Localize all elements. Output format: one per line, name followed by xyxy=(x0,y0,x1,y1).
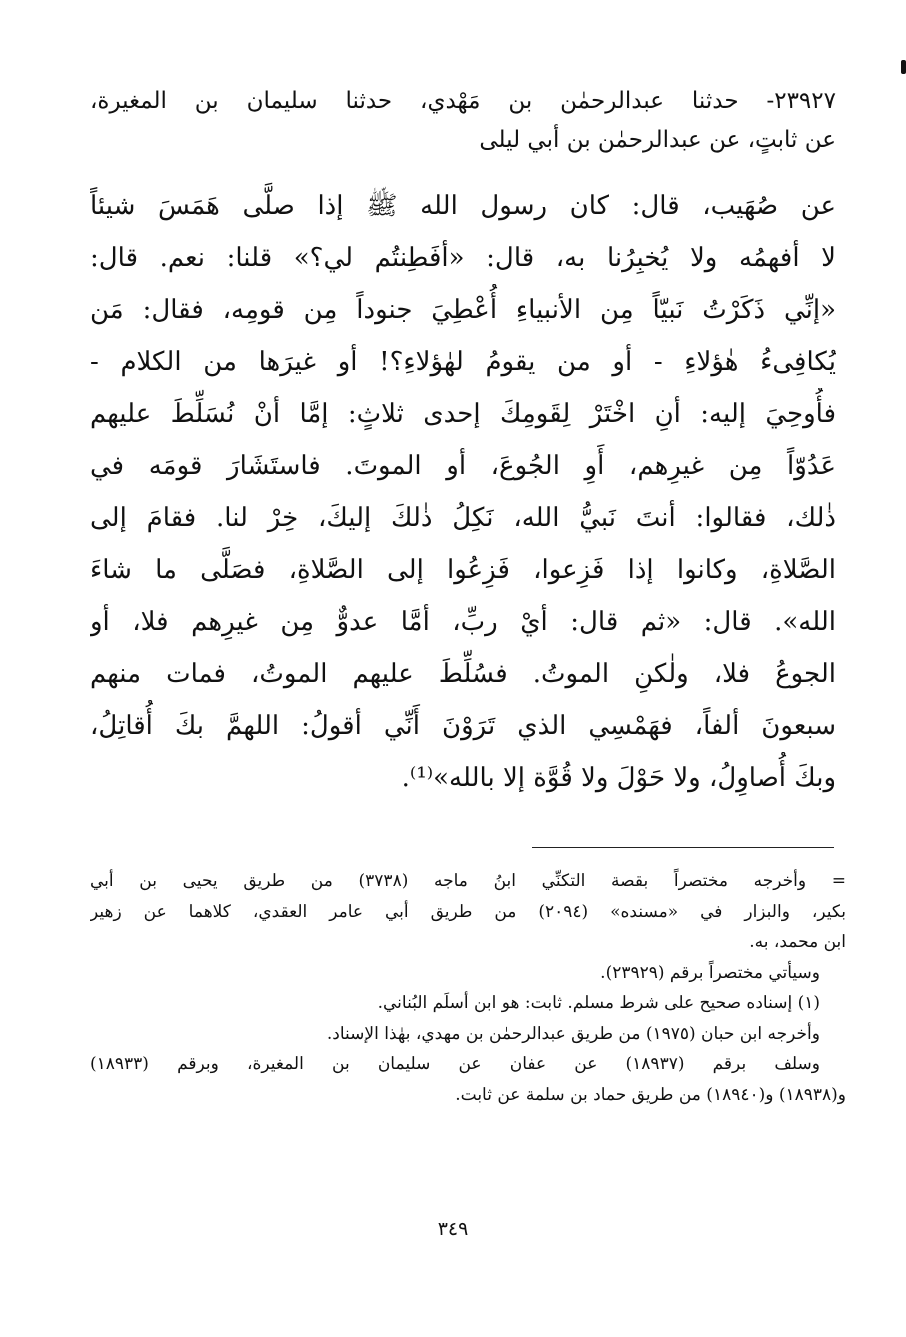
hadith-chain-line: عن ثابتٍ، عن عبدالرحمٰن بن أبي ليلى xyxy=(479,127,836,153)
margin-mark xyxy=(901,60,906,74)
page-number: ٣٤٩ xyxy=(437,1218,469,1240)
hadith-chain xyxy=(90,82,836,160)
hadith-text-line: يُكافِىءُ هٰؤلاءِ - أو من يقومُ لهٰؤلاءِ؟! أو غيرَها من الكلام - xyxy=(90,347,836,377)
hadith-chain-line: ٢٣٩٢٧- حدثنا عبدالرحمٰن بن مَهْدي، حدثنا سليمان بن المغيرة، xyxy=(90,88,836,114)
footnote-line: ابن محمد، به. xyxy=(749,932,846,952)
hadith-text-line: الله». قال: «ثم قال: أيْ ربِّ، أمَّا عدوٌّ مِن غيرِهم فلا، أو xyxy=(90,607,836,637)
footnote-line: وسلف برقم (١٨٩٣٧) عن عفان عن سليمان بن المغيرة، وبرقم (١٨٩٣٣) xyxy=(90,1054,821,1074)
hadith-text-line: سبعونَ ألفاً، فهَمْسِي الذي تَرَوْنَ أَنِّي أقولُ: اللهمَّ بكَ أُقاتِلُ، xyxy=(90,711,836,741)
hadith-text-line: الجوعُ فلا، ولٰكنِ الموتُ. فسُلِّطَ عليهم الموتُ، فمات منهم xyxy=(90,659,836,689)
footnote-line: بكير، والبزار في «مسنده» (٢٠٩٤) من طريق أبي عامر العقدي، كلاهما عن زهير xyxy=(90,901,846,922)
hadith-text xyxy=(90,180,836,804)
footnote-line: وأخرجه ابن حبان (١٩٧٥) من طريق عبدالرحمٰن بن مهدي، بهٰذا الإسناد. xyxy=(326,1023,820,1044)
footnotes xyxy=(90,866,846,1110)
hadith-text-line: فأُوحِيَ إليه: أنِ اخْتَرْ لِقَومِكَ إحدى ثلاثٍ: إمَّا أنْ نُسَلِّطَ عليهم xyxy=(90,399,836,429)
footnote-line: وسيأتي مختصراً برقم (٢٣٩٢٩). xyxy=(600,962,820,983)
footnote-line: = وأخرجه مختصراً بقصة التكنِّي ابنُ ماجه (٣٧٣٨) من طريق يحيى بن أبي xyxy=(90,871,846,891)
hadith-text-line: لا أفهمُه ولا يُخبِرُنا به، قال: «أفَطِنتُم لي؟» قلنا: نعم. قال: xyxy=(90,243,836,273)
hadith-text-line: عَدُوّاً مِن غيرِهم، أَوِ الجُوعَ، أو الموتَ. فاستَشَارَ قومَه في xyxy=(90,451,836,481)
hadith-text-line: وبكَ أُصاوِلُ، ولا حَوْلَ ولا قُوَّة إلا بالله»⁽¹⁾. xyxy=(401,763,836,793)
footnote-line: و(١٨٩٣٨) و(١٨٩٤٠) من طريق حماد بن سلمة عن ثابت. xyxy=(455,1084,846,1105)
hadith-text-line: عن صُهَيب، قال: كان رسول الله ﷺ إذا صلَّى هَمَسَ شيئاً xyxy=(90,191,836,221)
footnote-separator xyxy=(532,847,834,848)
hadith-text-line: الصَّلاةِ، وكانوا إذا فَزِعوا، فَزِعُوا إلى الصَّلاةِ، فصَلَّى ما شاءَ xyxy=(90,555,836,585)
hadith-text-line: «إنِّي ذَكَرْتُ نَبيّاً مِن الأنبياءِ أُعْطِيَ جنوداً مِن قومِه، فقال: مَن xyxy=(90,295,836,325)
footnote-line: (١) إسناده صحيح على شرط مسلم. ثابت: هو ابن أسلَم البُناني. xyxy=(377,993,820,1013)
hadith-text-line: ذٰلك، فقالوا: أنتَ نَبيُّ الله، نَكِلُ ذٰلكَ إليكَ، خِرْ لنا. فقامَ إلى xyxy=(90,503,836,533)
